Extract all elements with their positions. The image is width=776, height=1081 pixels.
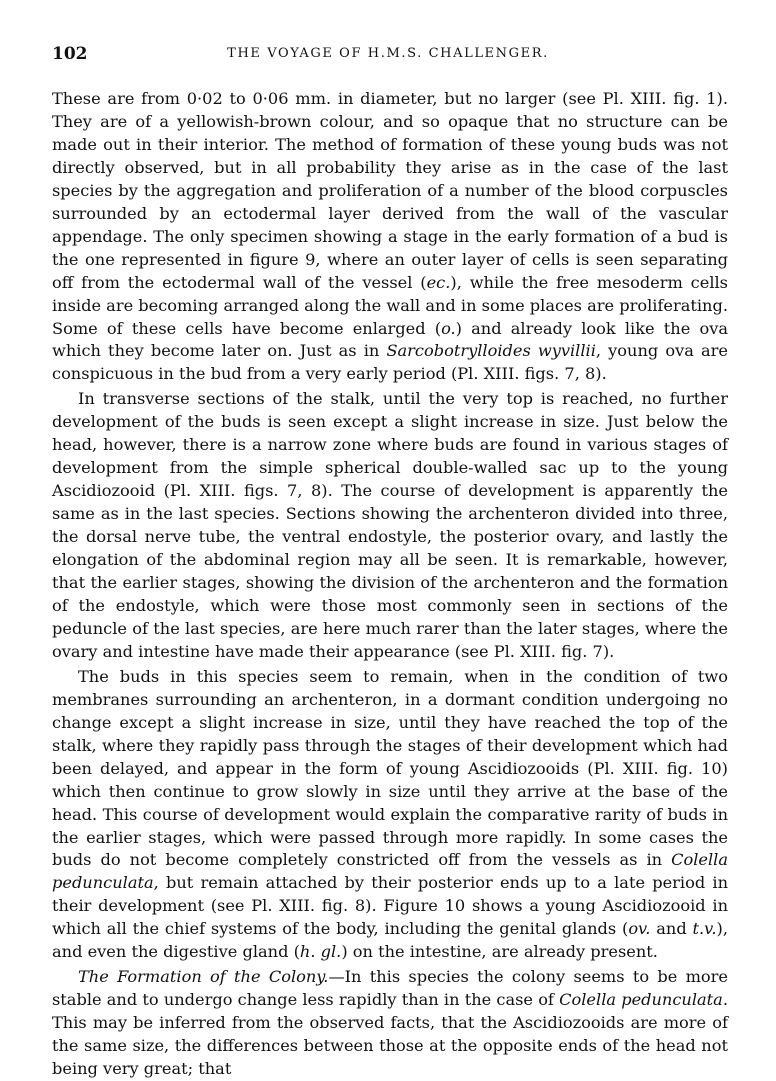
species-name: Sarcobotrylloides wyvillii bbox=[386, 341, 596, 361]
running-title: THE VOYAGE OF H.M.S. CHALLENGER. bbox=[227, 46, 549, 61]
text-run: These are from 0·02 to 0·06 mm. in diameter, but no larger (see Pl. XIII. fig. 1). They are of a yellowish-brown colour, and so opaque that no structure can be made out in their interior. The method of formation of these young buds was not directly observed, but in all probability they arise as in the case of the last species by the aggregation and proliferation of a number of the blood corpuscles surrounded by an ectodermal layer derived from the wall of the vascular appendage. The only specimen showing a stage in the early formation of a bud is the one represented in figure 9, where an outer layer of cells is seen separating off from the ectodermal wall of the vessel ( bbox=[52, 89, 728, 292]
text-run: —In this species the colony seems to be more stable and to undergo change less rapidly than in the case of bbox=[52, 967, 728, 1010]
label-abbrev: o. bbox=[441, 318, 456, 338]
species-name: Colella pedunculata bbox=[52, 850, 728, 893]
species-name: Colella pedunculata bbox=[559, 990, 723, 1010]
paragraph-formation-of-colony bbox=[52, 966, 728, 1081]
label-abbrev: ec. bbox=[426, 272, 451, 292]
page-header bbox=[52, 44, 724, 68]
text-run: ), while the free mesoderm cells inside are becoming arranged along the wall and in some places are proliferating. Some of these cells have become enlarged ( bbox=[52, 272, 728, 338]
label-abbrev: ov. bbox=[628, 919, 651, 939]
body-text bbox=[52, 88, 728, 1081]
paragraph-dormant-buds bbox=[52, 666, 728, 964]
text-run: , but remain attached by their posterior ends up to a late period in their development (see Pl. XIII. fig. 8). Figure 10 shows a young Ascidiozooid in which all the chief systems of the body, including the genital glands ( bbox=[52, 873, 728, 939]
section-heading: The Formation of the Colony. bbox=[78, 967, 329, 987]
text-run: and bbox=[650, 919, 693, 939]
text-run: ), and even the digestive gland ( bbox=[52, 919, 728, 962]
text-run: ) and already look like the ova which they become later on. Just as in bbox=[52, 318, 729, 361]
paragraph-transverse-sections: In transverse sections of the stalk, until the very top is reached, no further development of the buds is seen except a slight increase in size. Just below the head, however, there is a narrow zone where buds are found in various stages of development from the simple spherical double-walled sac up to the young Ascidiozooid (Pl. XIII. figs. 7, 8). The course of development is apparently the same as in the last species. Sections showing the archenteron divided into three, the dorsal nerve tube, the ventral endostyle, the posterior ovary, and lastly the elongation of the abdominal region may all be seen. It is remarkable, however, that the earlier stages, showing the division of the archenteron and the formation of the endostyle, which were those most commonly seen in sections of the peduncle of the last species, are here much rarer than the later stages, where the ovary and intestine have made their appearance (see Pl. XIII. fig. 7). bbox=[52, 389, 728, 661]
label-abbrev: t.v. bbox=[692, 919, 717, 939]
text-run: The buds in this species seem to remain, when in the condition of two membranes surrounding an archenteron, in a dormant condition undergoing no change except a slight increase in size, until they have reached the top of the stalk, where they rapidly pass through the stages of their development which had been delayed, and appear in the form of young Ascidiozooids (Pl. XIII. fig. 10) which then continue to grow slowly in size until they arrive at the base of the head. This course of development would explain the comparative rarity of buds in the earlier stages, which were passed through more rapidly. In some cases the buds do not become completely constricted off from the vessels as in bbox=[52, 666, 728, 870]
label-abbrev: h. gl. bbox=[299, 942, 342, 962]
page-number: 102 bbox=[52, 44, 88, 64]
text-run: . This may be inferred from the observed facts, that the Ascidiozooids are more of the same size, the differences between those at the opposite ends of the head not being very great; that bbox=[52, 990, 728, 1079]
text-run: , young ova are conspicuous in the bud from a very early period (Pl. XIII. figs. 7, 8). bbox=[52, 341, 728, 384]
paragraph-bud-description bbox=[52, 88, 728, 386]
text-run: ) on the intestine, are already present. bbox=[341, 942, 658, 962]
